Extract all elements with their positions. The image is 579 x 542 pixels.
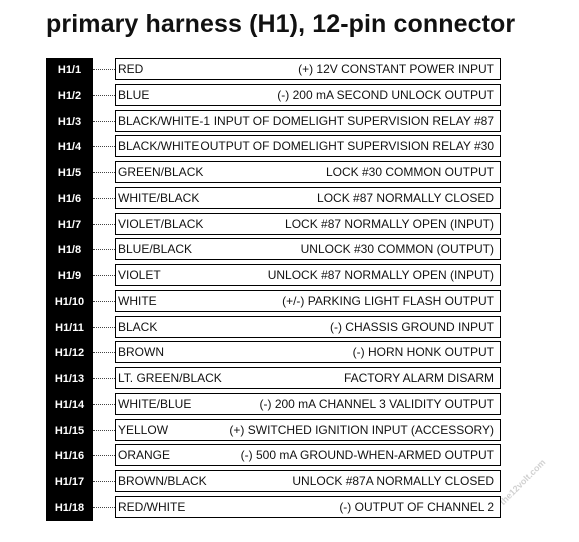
wire-color: BLACK xyxy=(118,319,158,334)
wire-function: UNLOCK #30 COMMON (OUTPUT) xyxy=(300,242,494,257)
wire-function: (-) 200 mA SECOND UNLOCK OUTPUT xyxy=(277,87,494,102)
pin-row xyxy=(0,83,579,109)
wire-color: BLACK/WHITE xyxy=(118,139,200,154)
leader-line xyxy=(93,378,115,379)
pin-label: H1/1 xyxy=(57,64,82,76)
wire-description-box xyxy=(115,290,501,312)
wire-color: GREEN/BLACK xyxy=(118,165,204,179)
page-title: primary harness (H1), 12-pin connector xyxy=(46,10,516,38)
wire-function: (-) OUTPUT OF CHANNEL 2 xyxy=(339,499,494,514)
pin-row xyxy=(0,315,579,341)
wire-color: BROWN/BLACK xyxy=(118,474,207,488)
wire-description-box xyxy=(115,316,501,338)
wire-function: FACTORY ALARM DISARM xyxy=(343,371,494,385)
wire-color: RED/WHITE xyxy=(118,499,186,514)
wire-function: (+) 12V CONSTANT POWER INPUT xyxy=(298,62,494,76)
leader-line xyxy=(93,455,115,456)
wire-description-box xyxy=(115,213,501,235)
wire-color: BLACK/WHITE-1 xyxy=(118,113,211,128)
pin-row xyxy=(0,263,579,289)
wire-description-box xyxy=(115,444,501,466)
watermark-text: the12volt.com xyxy=(497,457,548,508)
wire-description-box xyxy=(115,470,501,492)
wire-function: LOCK #87 NORMALLY OPEN (INPUT) xyxy=(285,216,494,231)
wire-function: (-) CHASSIS GROUND INPUT xyxy=(329,319,494,334)
wire-description-box xyxy=(115,393,501,415)
wire-function: UNLOCK #87A NORMALLY CLOSED xyxy=(292,474,494,488)
pin-row xyxy=(0,237,579,263)
wire-function: OUTPUT OF DOMELIGHT SUPERVISION RELAY #30 xyxy=(200,139,494,154)
wire-color: YELLOW xyxy=(118,422,169,437)
wire-color: LT. GREEN/BLACK xyxy=(118,371,222,385)
wire-description-box xyxy=(115,58,501,80)
wire-color: BROWN xyxy=(118,345,164,360)
pin-row xyxy=(0,469,579,495)
pin-row xyxy=(0,212,579,238)
pin-row xyxy=(0,443,579,469)
pin-row xyxy=(0,392,579,418)
pin-label: H1/4 xyxy=(57,141,82,154)
leader-line xyxy=(93,224,115,225)
pin-row xyxy=(0,366,579,392)
wire-function: UNLOCK #87 NORMALLY OPEN (INPUT) xyxy=(267,268,494,282)
wire-description-box xyxy=(115,367,501,389)
wire-description-box xyxy=(115,419,501,441)
pin-label: H1/12 xyxy=(54,347,85,360)
wire-color: WHITE/BLUE xyxy=(118,396,192,411)
wire-description-box xyxy=(115,496,501,518)
pin-row xyxy=(0,134,579,160)
wire-color: BLUE/BLACK xyxy=(118,242,193,257)
pin-row xyxy=(0,57,579,83)
leader-line xyxy=(93,172,115,173)
wire-description-box xyxy=(115,84,501,106)
pin-label: H1/14 xyxy=(54,398,85,411)
wire-color: WHITE/BLACK xyxy=(118,190,200,205)
pin-label: H1/11 xyxy=(55,321,84,334)
wire-description-box xyxy=(115,110,501,132)
wire-function: (+) SWITCHED IGNITION INPUT (ACCESSORY) xyxy=(229,422,494,437)
pin-label: H1/8 xyxy=(57,244,82,257)
wire-description-box xyxy=(115,341,501,363)
pin-label: H1/9 xyxy=(57,270,82,282)
wire-description-box xyxy=(115,161,501,183)
wire-description-box xyxy=(115,187,501,209)
leader-line xyxy=(93,95,115,96)
wire-color: VIOLET/BLACK xyxy=(118,216,204,231)
leader-line xyxy=(93,121,115,122)
leader-line xyxy=(93,69,115,70)
wire-function: LOCK #87 NORMALLY CLOSED xyxy=(317,190,494,205)
pin-label: H1/13 xyxy=(54,373,85,385)
pin-label: H1/3 xyxy=(57,115,82,128)
wire-function: LOCK #30 COMMON OUTPUT xyxy=(325,165,494,179)
leader-line xyxy=(93,198,115,199)
pin-label: H1/5 xyxy=(57,167,82,179)
pin-label: H1/2 xyxy=(57,89,82,102)
pin-row xyxy=(0,340,579,366)
pin-row xyxy=(0,418,579,444)
leader-line xyxy=(93,275,115,276)
pin-label: H1/16 xyxy=(54,450,85,463)
wire-color: WHITE xyxy=(118,293,157,308)
wire-color: RED xyxy=(118,62,144,76)
wire-description-box xyxy=(115,238,501,260)
leader-line xyxy=(93,507,115,508)
wire-description-box xyxy=(115,135,501,157)
wire-color: VIOLET xyxy=(118,268,161,282)
wire-function: (-) HORN HONK OUTPUT xyxy=(352,345,494,360)
leader-line xyxy=(93,352,115,353)
pin-row xyxy=(0,289,579,315)
pin-row xyxy=(0,495,579,521)
wire-function: (+/-) PARKING LIGHT FLASH OUTPUT xyxy=(282,293,494,308)
pin-label: H1/15 xyxy=(54,424,85,437)
leader-line xyxy=(93,327,115,328)
pin-label: H1/17 xyxy=(54,476,85,488)
wire-function: (-) 200 mA CHANNEL 3 VALIDITY OUTPUT xyxy=(259,396,494,411)
leader-line xyxy=(93,249,115,250)
leader-line xyxy=(93,146,115,147)
wire-function: INPUT OF DOMELIGHT SUPERVISION RELAY #87 xyxy=(213,113,494,128)
leader-line xyxy=(93,301,115,302)
pin-label: H1/10 xyxy=(54,295,85,308)
pin-row xyxy=(0,160,579,186)
pin-row xyxy=(0,186,579,212)
leader-line xyxy=(93,481,115,482)
pin-label: H1/7 xyxy=(57,218,82,231)
leader-line xyxy=(93,404,115,405)
wire-function: (-) 500 mA GROUND-WHEN-ARMED OUTPUT xyxy=(240,448,494,463)
wire-color: BLUE xyxy=(118,87,150,102)
wire-color: ORANGE xyxy=(118,448,171,463)
pin-label: H1/18 xyxy=(54,501,85,514)
leader-line xyxy=(93,430,115,431)
wire-description-box xyxy=(115,264,501,286)
pin-label: H1/6 xyxy=(57,192,82,205)
pin-row xyxy=(0,109,579,135)
